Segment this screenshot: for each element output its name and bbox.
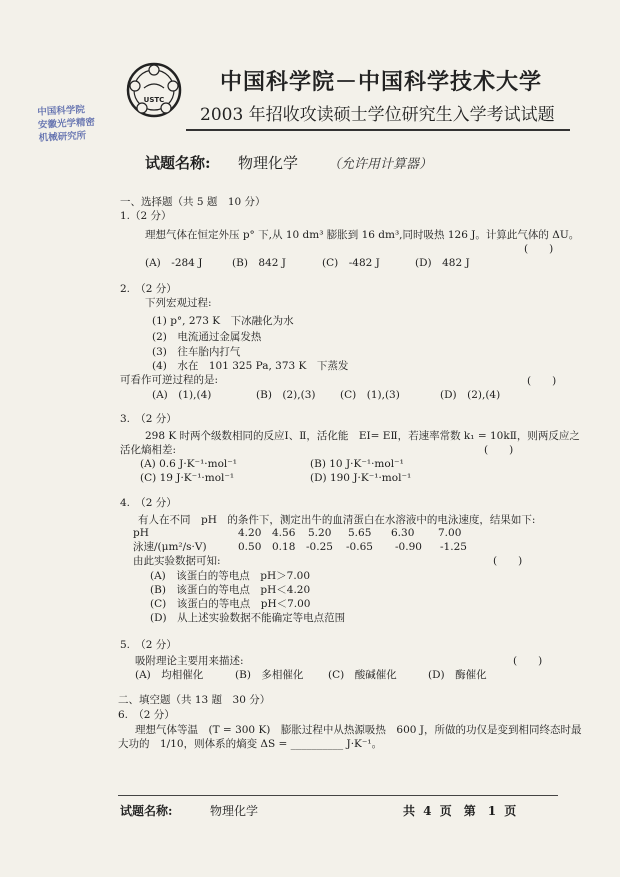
exam-title: 2003 年招收攻读硕士学位研究生入学考试试题 (200, 105, 555, 125)
q3-line2: 活化熵相差: (120, 444, 177, 456)
footer-page-count: 共 4 页 第 1 页 (403, 804, 517, 818)
q5-option-d: (D) 酶催化 (428, 669, 487, 681)
q4-answer-paren: ( ) (493, 555, 523, 567)
q4-intro: 有人在不同 pH 的条件下，测定出牛的血清蛋白在水溶液中的电泳速度，结果如下: (138, 514, 536, 526)
q5-text: 吸附理论主要用来描述: (135, 655, 244, 667)
section2-heading: 二、填空题（共 13 题 30 分） (118, 694, 271, 706)
q1-answer-paren: ( ) (524, 243, 554, 255)
q1-text: 理想气体在恒定外压 p° 下,从 10 dm³ 膨胀到 16 dm³,同时吸热 126 J。计算此气体的 ΔU。 (145, 229, 580, 241)
q3-line1: 298 K 时两个级数相同的反应Ⅰ、Ⅱ，活化能 EⅠ= EⅡ，若速率常数 k₁ = 10kⅡ，则两反应之 (145, 430, 580, 442)
q4-ph-value: 4.20 (238, 527, 262, 539)
q1-number: 1.（2 分） (120, 210, 172, 222)
q5-answer-paren: ( ) (513, 655, 543, 667)
q1-option-c: (C) -482 J (322, 257, 380, 269)
q2-item: (3) 往车胎内打气 (152, 346, 241, 358)
q3-option-d: (D) 190 J·K⁻¹·mol⁻¹ (310, 472, 412, 484)
section1-heading: 一、选择题（共 5 题 10 分） (120, 196, 266, 208)
q2-number: 2. （2 分） (120, 283, 177, 295)
q2-option-b: (B) (2),(3) (256, 389, 316, 401)
q5-option-c: (C) 酸碱催化 (328, 669, 397, 681)
subject-value: 物理化学 (238, 154, 299, 172)
q2-item: (1) p°, 273 K 下冰融化为水 (152, 315, 294, 327)
stamp-line: 中国科学院 (37, 104, 86, 118)
q4-option-d: (D) 从上述实验数据不能确定等电点范围 (150, 612, 346, 624)
q4-option-b: (B) 该蛋白的等电点 pH＜4.20 (150, 584, 311, 596)
q4-ph-value: 5.65 (348, 527, 372, 539)
q3-option-b: (B) 10 J·K⁻¹·mol⁻¹ (310, 458, 404, 470)
q2-intro: 下列宏观过程: (145, 297, 212, 309)
q4-speed-value: -1.25 (440, 541, 467, 553)
footer-divider (118, 795, 558, 796)
q4-speed-label: 泳速/(μm²/s·V) (133, 541, 207, 553)
q3-answer-paren: ( ) (484, 444, 514, 456)
q4-ph-value: 7.00 (438, 527, 462, 539)
subject-label: 试题名称: (145, 154, 211, 172)
q2-option-a: (A) (1),(4) (152, 389, 212, 401)
q4-speed-value: -0.25 (306, 541, 333, 553)
q6-line2: 大功的 1/10，则体系的熵变 ΔS = __________ J·K⁻¹。 (118, 738, 383, 750)
stamp-line: 机械研究所 (38, 130, 87, 144)
handwritten-note: （允许用计算器） (328, 157, 433, 172)
footer-subject-value: 物理化学 (210, 804, 259, 818)
stamp-line: 安徽光学精密 (37, 116, 96, 131)
q4-speed-value: -0.90 (395, 541, 422, 553)
q4-speed-value: 0.18 (272, 541, 296, 553)
q4-speed-value: -0.65 (346, 541, 373, 553)
q2-item: (4) 水在 101 325 Pa, 373 K 下蒸发 (152, 360, 349, 372)
q1-option-a: (A) -284 J (145, 257, 203, 269)
q1-option-d: (D) 482 J (415, 257, 470, 269)
footer-subject-label: 试题名称: (120, 804, 173, 818)
q4-option-a: (A) 该蛋白的等电点 pH＞7.00 (150, 570, 311, 582)
q4-option-c: (C) 该蛋白的等电点 pH＜7.00 (150, 598, 311, 610)
q2-option-c: (C) (1),(3) (340, 389, 400, 401)
q2-item: (2) 电流通过金属发热 (152, 331, 262, 343)
q2-answer-paren: ( ) (527, 375, 557, 387)
q6-number: 6. （2 分） (118, 709, 175, 721)
q3-option-a: (A) 0.6 J·K⁻¹·mol⁻¹ (140, 458, 238, 470)
q5-option-b: (B) 多相催化 (235, 669, 304, 681)
institute-stamp (37, 102, 111, 145)
university-title: 中国科学院－中国科学技术大学 (220, 69, 543, 95)
q3-option-c: (C) 19 J·K⁻¹·mol⁻¹ (140, 472, 235, 484)
q6-line1: 理想气体等温 (T = 300 K) 膨胀过程中从热源吸热 600 J，所做的功仅是变到相同终态时最 (135, 724, 582, 736)
q4-ph-value: 6.30 (391, 527, 415, 539)
logo-text: USTC (143, 96, 165, 104)
university-seal-icon (126, 62, 182, 118)
q5-option-a: (A) 均相催化 (135, 669, 204, 681)
q2-option-d: (D) (2),(4) (440, 389, 501, 401)
q4-speed-value: 0.50 (238, 541, 262, 553)
q2-question: 可看作可逆过程的是: (120, 374, 219, 386)
q1-option-b: (B) 842 J (232, 257, 286, 269)
q5-number: 5. （2 分） (120, 639, 177, 651)
q4-ph-value: 4.56 (272, 527, 296, 539)
q4-number: 4. （2 分） (120, 497, 177, 509)
q4-ph-label: pH (133, 527, 149, 539)
q4-ph-value: 5.20 (308, 527, 332, 539)
q3-number: 3. （2 分） (120, 413, 177, 425)
q4-conclusion: 由此实验数据可知: (133, 555, 221, 567)
header-divider (186, 129, 570, 131)
